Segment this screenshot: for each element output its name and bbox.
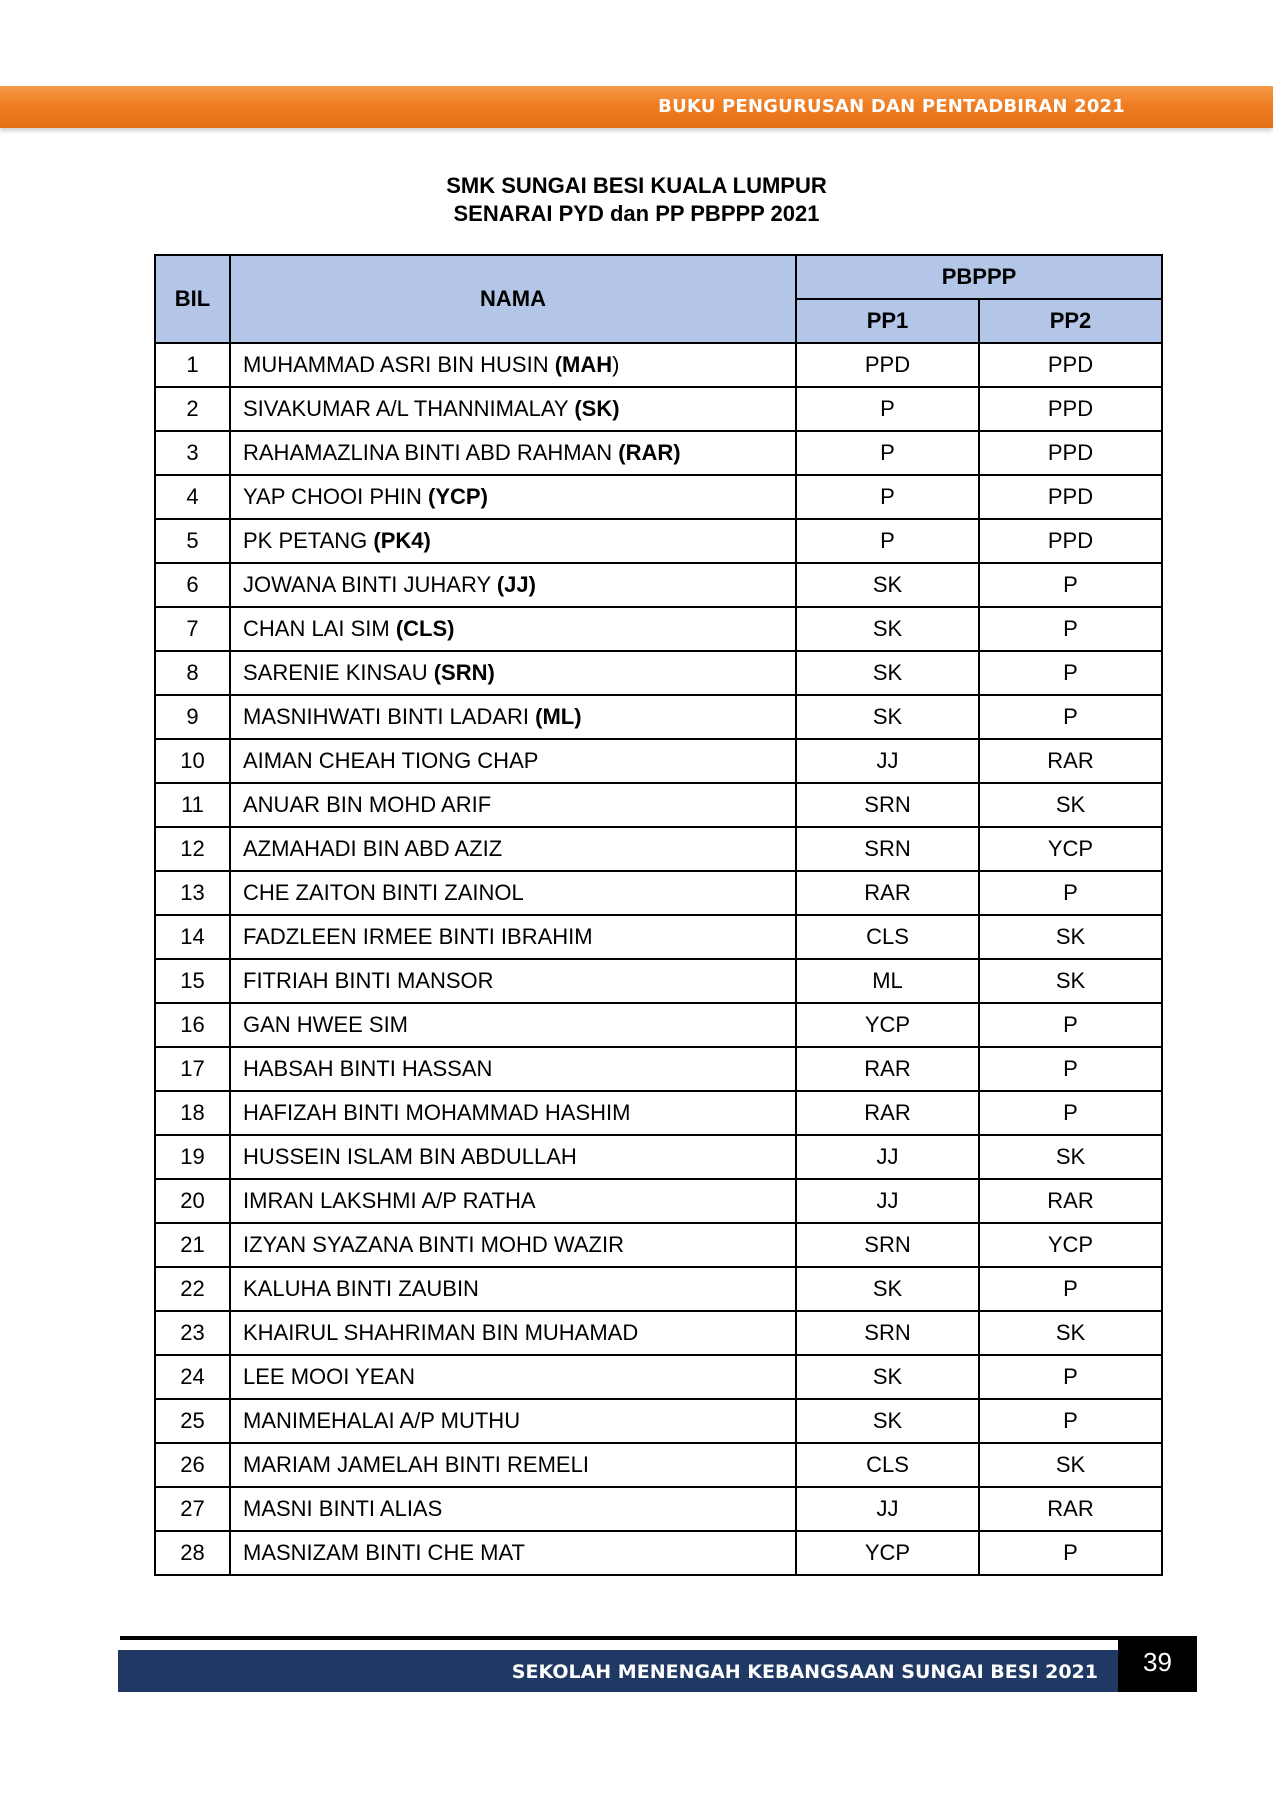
cell-nama — [230, 739, 796, 783]
cell-nama — [230, 1267, 796, 1311]
staff-name: MASNIHWATI BINTI LADARI — [243, 704, 536, 729]
column-header-nama: NAMA — [230, 255, 796, 343]
cell-nama — [230, 695, 796, 739]
cell-bil: 6 — [155, 563, 230, 607]
cell-pp1: RAR — [796, 871, 979, 915]
document-title: SMK SUNGAI BESI KUALA LUMPUR — [446, 173, 827, 198]
cell-bil: 4 — [155, 475, 230, 519]
table-row — [155, 563, 1162, 607]
cell-pp1: JJ — [796, 739, 979, 783]
cell-pp2: PPD — [979, 475, 1162, 519]
document-subtitle: SENARAI PYD dan PP PBPPP 2021 — [453, 201, 820, 226]
cell-bil: 20 — [155, 1179, 230, 1223]
cell-pp2: PPD — [979, 431, 1162, 475]
column-header-pp1: PP1 — [796, 299, 979, 343]
column-group-header-pbppp: PBPPP — [796, 255, 1162, 299]
cell-bil: 27 — [155, 1487, 230, 1531]
cell-pp1: SRN — [796, 1311, 979, 1355]
cell-bil: 5 — [155, 519, 230, 563]
cell-pp2: PPD — [979, 387, 1162, 431]
staff-name: MASNI BINTI ALIAS — [243, 1496, 443, 1521]
cell-pp1: SK — [796, 695, 979, 739]
staff-name: KHAIRUL SHAHRIMAN BIN MUHAMAD — [243, 1320, 639, 1345]
table-row — [155, 959, 1162, 1003]
header-band — [0, 86, 1273, 128]
table-row — [155, 475, 1162, 519]
cell-nama — [230, 563, 796, 607]
cell-pp1: CLS — [796, 915, 979, 959]
cell-bil: 2 — [155, 387, 230, 431]
table-row — [155, 1135, 1162, 1179]
table-row — [155, 783, 1162, 827]
cell-pp2: P — [979, 1531, 1162, 1575]
cell-pp2: P — [979, 1003, 1162, 1047]
footer-band — [118, 1650, 1118, 1692]
cell-bil: 21 — [155, 1223, 230, 1267]
cell-bil: 19 — [155, 1135, 230, 1179]
cell-pp1: YCP — [796, 1003, 979, 1047]
cell-nama — [230, 959, 796, 1003]
staff-appraisal-table — [154, 254, 1163, 1576]
table-row — [155, 871, 1162, 915]
cell-pp2: P — [979, 651, 1162, 695]
staff-initials: (SRN) — [433, 660, 495, 685]
cell-bil: 16 — [155, 1003, 230, 1047]
staff-name: YAP CHOOI PHIN — [243, 484, 429, 509]
cell-nama — [230, 915, 796, 959]
table-row — [155, 1311, 1162, 1355]
cell-nama — [230, 1311, 796, 1355]
table-row — [155, 607, 1162, 651]
staff-name: ANUAR BIN MOHD ARIF — [243, 792, 492, 817]
table-row — [155, 1267, 1162, 1311]
staff-name: MASNIZAM BINTI CHE MAT — [243, 1540, 525, 1565]
staff-initials: (ML) — [535, 704, 582, 729]
staff-initials: (JJ) — [496, 572, 536, 597]
cell-pp1: P — [796, 431, 979, 475]
cell-pp1: SK — [796, 1399, 979, 1443]
header-title: BUKU PENGURUSAN DAN PENTADBIRAN 2021 — [658, 96, 1125, 117]
cell-bil: 26 — [155, 1443, 230, 1487]
cell-pp2: PPD — [979, 343, 1162, 387]
staff-initials: (PK4) — [373, 528, 431, 553]
cell-pp2: SK — [979, 1311, 1162, 1355]
staff-name: CHAN LAI SIM — [243, 616, 396, 641]
cell-pp1: YCP — [796, 1531, 979, 1575]
staff-name: HABSAH BINTI HASSAN — [243, 1056, 493, 1081]
staff-initials: (YCP) — [428, 484, 488, 509]
cell-pp1: JJ — [796, 1487, 979, 1531]
cell-pp1: PPD — [796, 343, 979, 387]
staff-initials: (CLS) — [395, 616, 455, 641]
cell-nama — [230, 519, 796, 563]
cell-pp2: YCP — [979, 1223, 1162, 1267]
cell-bil: 15 — [155, 959, 230, 1003]
cell-bil: 9 — [155, 695, 230, 739]
staff-name: GAN HWEE SIM — [243, 1012, 409, 1037]
staff-name: FADZLEEN IRMEE BINTI IBRAHIM — [243, 924, 593, 949]
cell-nama — [230, 1443, 796, 1487]
cell-pp1: SRN — [796, 783, 979, 827]
table-row — [155, 651, 1162, 695]
staff-name: SARENIE KINSAU — [243, 660, 434, 685]
cell-pp2: P — [979, 607, 1162, 651]
cell-nama — [230, 651, 796, 695]
column-header-pp2: PP2 — [979, 299, 1162, 343]
cell-pp2: P — [979, 1267, 1162, 1311]
cell-bil: 7 — [155, 607, 230, 651]
cell-pp1: JJ — [796, 1135, 979, 1179]
cell-pp1: CLS — [796, 1443, 979, 1487]
cell-pp1: P — [796, 475, 979, 519]
table-row — [155, 739, 1162, 783]
cell-pp2: P — [979, 1399, 1162, 1443]
staff-name: CHE ZAITON BINTI ZAINOL — [243, 880, 524, 905]
staff-name: KALUHA BINTI ZAUBIN — [243, 1276, 479, 1301]
table-row — [155, 915, 1162, 959]
cell-bil: 25 — [155, 1399, 230, 1443]
staff-name: MARIAM JAMELAH BINTI REMELI — [243, 1452, 589, 1477]
staff-name: AZMAHADI BIN ABD AZIZ — [243, 836, 503, 861]
cell-nama — [230, 475, 796, 519]
table-row — [155, 1355, 1162, 1399]
cell-pp1: SK — [796, 607, 979, 651]
table-row — [155, 1531, 1162, 1575]
cell-pp2: SK — [979, 915, 1162, 959]
table-row — [155, 1223, 1162, 1267]
cell-bil: 24 — [155, 1355, 230, 1399]
cell-nama — [230, 1091, 796, 1135]
cell-pp2: SK — [979, 1443, 1162, 1487]
staff-name: IZYAN SYAZANA BINTI MOHD WAZIR — [243, 1232, 624, 1257]
cell-nama — [230, 827, 796, 871]
staff-initials: (SK) — [574, 396, 620, 421]
cell-bil: 13 — [155, 871, 230, 915]
staff-name: PK PETANG — [243, 528, 374, 553]
cell-nama — [230, 343, 796, 387]
table-row — [155, 1443, 1162, 1487]
table-row — [155, 1487, 1162, 1531]
footer-rule — [120, 1636, 1120, 1640]
cell-pp1: SK — [796, 563, 979, 607]
cell-pp2: RAR — [979, 1487, 1162, 1531]
table-row — [155, 1179, 1162, 1223]
page-number: 39 — [1118, 1636, 1197, 1692]
staff-name: JOWANA BINTI JUHARY — [243, 572, 497, 597]
cell-pp2: SK — [979, 1135, 1162, 1179]
cell-bil: 23 — [155, 1311, 230, 1355]
staff-name: MUHAMMAD ASRI BIN HUSIN — [243, 352, 555, 377]
staff-name: AIMAN CHEAH TIONG CHAP — [243, 748, 539, 773]
cell-pp2: P — [979, 871, 1162, 915]
table-body — [155, 343, 1162, 1575]
cell-nama — [230, 1355, 796, 1399]
cell-nama — [230, 431, 796, 475]
cell-pp2: P — [979, 1355, 1162, 1399]
cell-bil: 22 — [155, 1267, 230, 1311]
cell-bil: 1 — [155, 343, 230, 387]
table-row — [155, 827, 1162, 871]
staff-name: LEE MOOI YEAN — [243, 1364, 415, 1389]
cell-pp1: SRN — [796, 1223, 979, 1267]
table-row — [155, 343, 1162, 387]
cell-nama — [230, 1179, 796, 1223]
cell-nama — [230, 387, 796, 431]
staff-initials: (MAH — [554, 352, 613, 377]
cell-pp2: P — [979, 563, 1162, 607]
staff-name: HUSSEIN ISLAM BIN ABDULLAH — [243, 1144, 577, 1169]
cell-bil: 8 — [155, 651, 230, 695]
cell-pp2: RAR — [979, 1179, 1162, 1223]
cell-bil: 17 — [155, 1047, 230, 1091]
table-row — [155, 1003, 1162, 1047]
cell-nama — [230, 1399, 796, 1443]
cell-bil: 10 — [155, 739, 230, 783]
table-row — [155, 695, 1162, 739]
staff-initials: (RAR) — [618, 440, 681, 465]
cell-bil: 18 — [155, 1091, 230, 1135]
cell-pp2: SK — [979, 959, 1162, 1003]
cell-nama — [230, 1223, 796, 1267]
cell-pp1: SK — [796, 1267, 979, 1311]
cell-nama — [230, 1487, 796, 1531]
table-row — [155, 387, 1162, 431]
staff-name: HAFIZAH BINTI MOHAMMAD HASHIM — [243, 1100, 631, 1125]
cell-bil: 3 — [155, 431, 230, 475]
staff-name: RAHAMAZLINA BINTI ABD RAHMAN — [243, 440, 619, 465]
cell-pp2: SK — [979, 783, 1162, 827]
cell-nama — [230, 871, 796, 915]
table-row — [155, 1399, 1162, 1443]
cell-nama — [230, 1047, 796, 1091]
cell-nama — [230, 1531, 796, 1575]
cell-pp2: PPD — [979, 519, 1162, 563]
footer-school-name: SEKOLAH MENENGAH KEBANGSAAN SUNGAI BESI 2021 — [511, 1661, 1098, 1683]
column-header-bil: BIL — [155, 255, 230, 343]
cell-pp1: RAR — [796, 1047, 979, 1091]
table-row — [155, 519, 1162, 563]
staff-name: IMRAN LAKSHMI A/P RATHA — [243, 1188, 536, 1213]
cell-pp2: P — [979, 695, 1162, 739]
cell-nama — [230, 1003, 796, 1047]
cell-pp1: SK — [796, 1355, 979, 1399]
cell-pp1: SK — [796, 651, 979, 695]
staff-name: MANIMEHALAI A/P MUTHU — [243, 1408, 521, 1433]
cell-pp1: P — [796, 519, 979, 563]
cell-pp1: SRN — [796, 827, 979, 871]
cell-pp1: ML — [796, 959, 979, 1003]
table-row — [155, 431, 1162, 475]
cell-pp1: RAR — [796, 1091, 979, 1135]
cell-bil: 11 — [155, 783, 230, 827]
cell-bil: 14 — [155, 915, 230, 959]
cell-nama — [230, 783, 796, 827]
cell-nama — [230, 1135, 796, 1179]
staff-initials-close: ) — [612, 352, 620, 377]
cell-bil: 28 — [155, 1531, 230, 1575]
table-row — [155, 1091, 1162, 1135]
staff-name: SIVAKUMAR A/L THANNIMALAY — [243, 396, 575, 421]
cell-pp2: P — [979, 1047, 1162, 1091]
table-row — [155, 1047, 1162, 1091]
cell-bil: 12 — [155, 827, 230, 871]
cell-pp2: YCP — [979, 827, 1162, 871]
cell-pp1: JJ — [796, 1179, 979, 1223]
cell-pp2: P — [979, 1091, 1162, 1135]
cell-nama — [230, 607, 796, 651]
staff-name: FITRIAH BINTI MANSOR — [243, 968, 494, 993]
cell-pp2: RAR — [979, 739, 1162, 783]
cell-pp1: P — [796, 387, 979, 431]
